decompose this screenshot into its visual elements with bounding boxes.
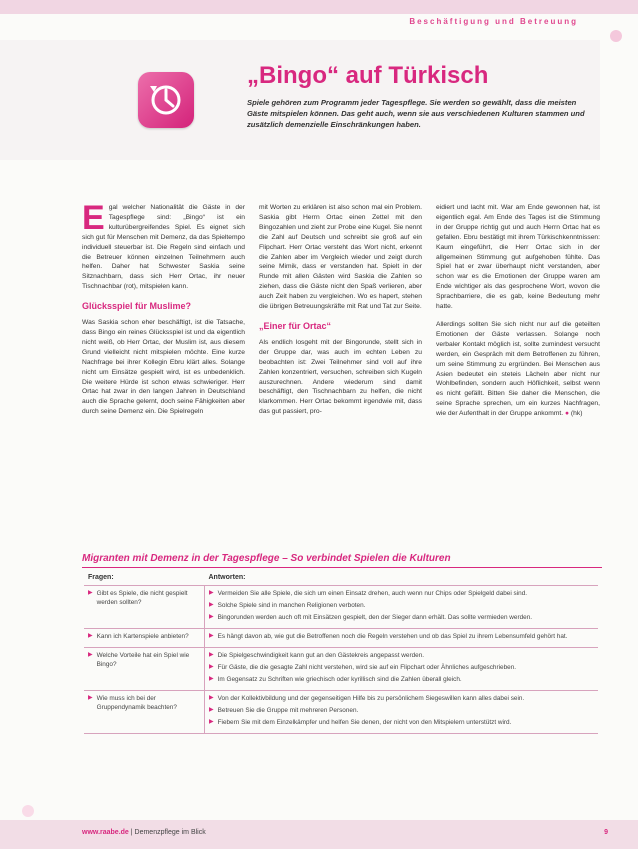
dropcap: E — [82, 199, 105, 237]
table-row — [84, 586, 598, 629]
article-lead: Spiele gehören zum Programm jeder Tagespflege. Sie werden so gewählt, dass die meisten Gäste mitspielen können. Das geht auch, wenn sie aus verschiedenen Kulturen stammen und zusätzlich demenzielle Einschränkungen haben. — [247, 98, 585, 129]
question-text: Gibt es Spiele, die nicht gespielt werden sollten? — [96, 590, 188, 606]
article-title: „Bingo“ auf Türkisch — [247, 62, 489, 89]
clock-arrow-icon — [138, 72, 194, 128]
answer-text: Es hängt davon ab, wie gut die Betroffenen noch die Regeln verstehen und ob das Spiel zu ihrem Lebensumfeld gehört hat. — [217, 633, 568, 640]
answer-text: Im Gegensatz zu Schriften wie griechisch oder kyrillisch sind die Zahlen überall gleich. — [217, 676, 462, 683]
bullet-triangle-icon: ▶ — [209, 602, 214, 608]
answer-text: Solche Spiele sind in manchen Religionen verboten. — [217, 602, 366, 609]
answer-text: Die Spielgeschwindigkeit kann gut an den Gästekreis angepasst werden. — [217, 652, 425, 659]
answer-text: Betreuen Sie die Gruppe mit mehreren Personen. — [217, 707, 359, 714]
footer-link[interactable]: www.raabe.de — [82, 829, 129, 836]
text-column-1 — [82, 199, 245, 417]
bullet-triangle-icon: ▶ — [88, 652, 93, 658]
top-band — [0, 0, 638, 14]
paragraph-with-end — [436, 320, 600, 419]
paragraph: gal welcher Nationalität die Gäste in der Tagespflege sind: „Bingo“ ist ein kulturübergreifendes Spiel. Es eignet sich sich gut für Menschen mit Demenz, da das Spieltempo individuell steuerbar ist. Die Regeln sind einfach und die Betreuer können einzelnen Teilnehmern auch helfen. Daher hat Schwester Saskia seine Sitznachbarn, dass sich Herr Ortac, ihr neuer Tischnachbar (rot), mitspielen kann. — [82, 204, 245, 291]
bullet-triangle-icon: ▶ — [88, 590, 93, 596]
footer — [82, 829, 206, 836]
bullet-triangle-icon: ▶ — [209, 676, 214, 682]
answer-cell — [205, 629, 599, 648]
paragraph: mit Worten zu erklären ist also schon mal ein Problem. Saskia gibt Herrn Ortac einen Zettel mit den Bingozahlen und zieht zur Probe eine Kugel. Sie nennt die Zahl auf Deutsch und schreibt sie groß auf ein Flipchart. Herr Ortac versteht das Wort nicht, erkennt die Zahlen aber im Vergleich wieder und zeigt durch seine Mimik, dass er verstanden hat. Spielt in der Runde mit allen Gästen wird Saskia die Zahlen so ziehen, dass die Gäste nicht den Spaß verlieren, aber auch Zeit haben zu vergleichen. Wo es hapert, stehen die übrigen Betreuungskräfte mit Rat und Tat zur Seite. — [259, 204, 422, 311]
bullet-triangle-icon: ▶ — [88, 695, 93, 701]
text-column-2 — [259, 203, 422, 417]
question-text: Wie muss ich bei der Gruppendynamik beachten? — [96, 695, 177, 711]
table-row — [84, 629, 598, 648]
divider — [82, 567, 602, 568]
text-column-3 — [436, 203, 600, 419]
paragraph: Als endlich losgeht mit der Bingorunde, stellt sich in der Gruppe dar, was auch im echten Leben zu beobachten ist: Zwei Teilnehmer sind voll auf ihre Zahlen konzentriert, versuchen, schreiben sich Kugeln auszurechnen. Andere wiederum sind damit beschäftigt, den Tischnachbarn zu helfen, die nicht klarkommen. Herr Ortac bekommt irgendwie mit, dass das gut passiert, pro- — [259, 338, 422, 416]
bullet-triangle-icon: ▶ — [209, 590, 214, 596]
question-cell — [84, 586, 205, 629]
table-row — [84, 648, 598, 691]
answer-text: Von der Kollektivbildung und der gegenseitigen Hilfe bis zu persönlichem Siegeswillen kann alles dabei sein. — [217, 695, 525, 702]
column-header-questions: Fragen: — [84, 570, 205, 586]
footer-separator: | — [128, 829, 135, 836]
qa-table — [84, 570, 598, 734]
answer-text: Für Gäste, die die gesagte Zahl nicht verstehen, wird sie auf ein Flipchart oder Ähnliches aufgeschrieben. — [217, 664, 517, 671]
paragraph: Was Saskia schon eher beschäftigt, ist die Tatsache, dass Bingo ein reines Glücksspiel ist und da eigentlich nicht weiß, ob Herr Ortac, der Muslim ist, aus diesem Grund vielleicht nicht mitspielen möchte. Eine kurze Nachfrage bei ihrer Kollegin Ebru klärt alles. Solange nicht um Einsätze gespielt wird, ist es unbedenklich. Die weitere Hürde ist schon etwas schwieriger. Herr Ortac hat zwar in den langen Jahren in Deutschland auch die Sprache gelernt, doch seine Fähigkeiten aber durch seine Demenz ein. Die Spielregeln — [82, 319, 245, 416]
question-cell — [84, 691, 205, 734]
question-cell — [84, 648, 205, 691]
column-header-answers: Antworten: — [205, 570, 599, 586]
decorative-dot — [22, 805, 34, 817]
answer-text: Fiebern Sie mit dem Einzelkämpfer und helfen Sie denen, der nicht von den Mitspielern unterstützt wird. — [217, 719, 512, 726]
table-row — [84, 691, 598, 734]
bullet-triangle-icon: ▶ — [209, 695, 214, 701]
bullet-triangle-icon: ▶ — [209, 664, 214, 670]
bullet-triangle-icon: ▶ — [88, 633, 93, 639]
bullet-triangle-icon: ▶ — [209, 707, 214, 713]
bullet-triangle-icon: ▶ — [209, 633, 214, 639]
info-box-header — [82, 548, 602, 566]
paragraph: eidiert und lacht mit. War am Ende gewonnen hat, ist eigentlich egal. Am Ende des Tages ist die Stimmung in der Gruppe richtig gut und auch Herrn Ortac hat es gefallen. Ebru bestätigt mit ihrem Türkischkenntnissen: Kaum eingeführt, die Herr Ortac sich in der allgemeinen Stimmung gut aufgehoben fühlte. Das Spiel hat er zwar überhaupt nicht verstanden, aber schon war es die Emotionen der Gruppe waren am Ende wichtiger als das gesprochene Wort, wovon die Sprachbarriere, die es gab, keine Bedeutung mehr hatte. — [436, 204, 600, 311]
answer-cell — [205, 691, 599, 734]
decorative-dot — [610, 30, 622, 42]
question-text: Kann ich Kartenspiele anbieten? — [96, 633, 189, 640]
question-cell — [84, 629, 205, 648]
page-number: 9 — [604, 829, 608, 836]
answer-text: Vermeiden Sie alle Spiele, die sich um einen Einsatz drehen, auch wenn nur Chips oder Spielgeld dabei sind. — [217, 590, 528, 597]
footer-publication: Demenzpflege im Blick — [134, 829, 206, 836]
subheading: Glücksspiel für Muslime? — [82, 301, 192, 312]
bullet-triangle-icon: ▶ — [209, 652, 214, 658]
paragraph-text: Allerdings sollten Sie sich nicht nur auf die geteilten Emotionen der Gäste verlassen. Solange noch verbaler Kontakt möglich ist, sollte zumindest versucht werden, ein Gespräch mit dem Betroffenen zu führen, um seine Stimmung zu ergründen. Bei Menschen aus Asien bedeutet ein steteis Lächeln aber nicht nur Wohlbefinden, sondern auch Höflichkeit, selbst wenn es nicht gefällt. Bitten Sie daher die Menschen, die seine Sprache sprechen, um ein kurzes Nachfragen, wie der Aufenthalt in der Gruppe ankommt. — [436, 320, 600, 418]
answer-text: Bingorunden werden auch oft mit Einsätzen gespielt, den der Sieger dann erhält. Das sollte vermieden werden. — [217, 614, 533, 621]
info-box-title: Migranten mit Demenz in der Tagespflege – So verbindet Spielen die Kulturen — [82, 553, 451, 564]
bullet-triangle-icon: ▶ — [209, 719, 214, 725]
question-text: Welche Vorteile hat ein Spiel wie Bingo? — [96, 652, 190, 668]
answer-cell — [205, 586, 599, 629]
answer-cell — [205, 648, 599, 691]
end-mark-icon: ● — [565, 410, 570, 418]
bullet-triangle-icon: ▶ — [209, 614, 214, 620]
author-initials: (hk) — [570, 410, 583, 418]
section-label: Beschäftigung und Betreuung — [409, 17, 578, 26]
subheading: „Einer für Ortac“ — [259, 320, 332, 331]
